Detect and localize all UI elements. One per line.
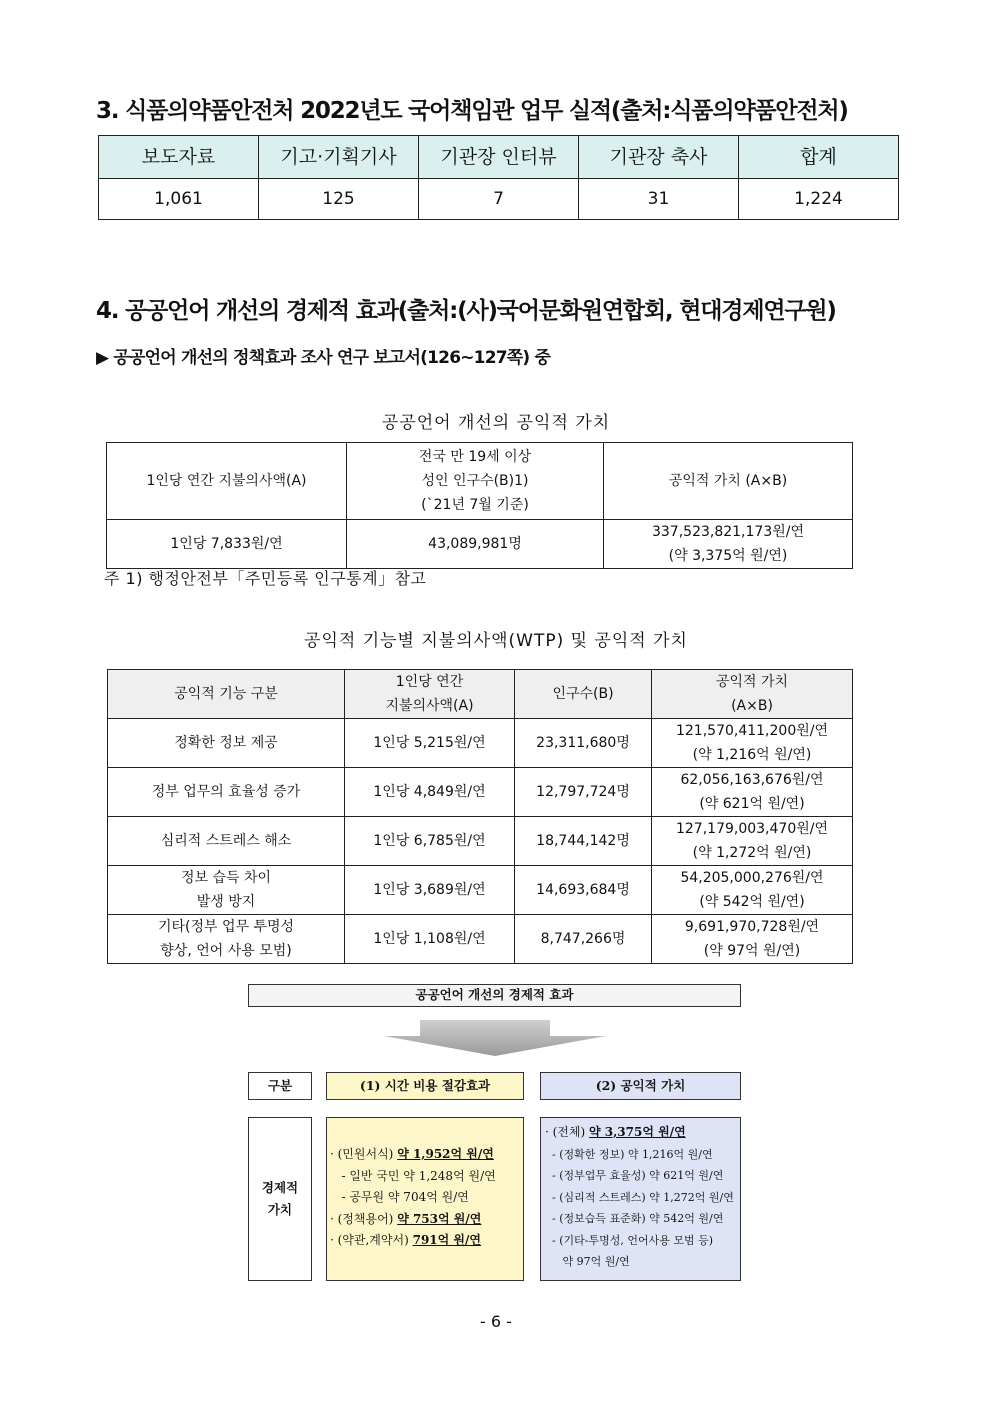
value-cell: 43,089,981명 — [347, 520, 604, 569]
population-cell: 23,311,680명 — [515, 719, 652, 768]
value-cell: 125 — [259, 179, 419, 220]
value-line: (약 3,375억 원/연) — [668, 548, 788, 564]
value-cell: 1,061 — [99, 179, 259, 220]
table-row — [108, 768, 853, 817]
header-cell: 공익적 기능 구분 — [108, 670, 345, 719]
list-item: · (전체) 약 3,375억 원/연 — [545, 1125, 686, 1139]
category-header: 구분 — [248, 1072, 312, 1100]
header-line: (`21년 7월 기준) — [421, 497, 529, 513]
function-wtp-table — [107, 669, 853, 964]
list-item: · (민원서식) 약 1,952억 원/연 — [330, 1147, 494, 1161]
function-cell: 정부 업무의 효율성 증가 — [108, 768, 345, 817]
value-line: (약 1,216억 원/연) — [692, 747, 812, 763]
time-cost-box — [326, 1117, 524, 1281]
section3-table — [98, 135, 899, 220]
value-line: 127,179,003,470원/연 — [675, 821, 828, 837]
function-cell: 심리적 스트레스 해소 — [108, 817, 345, 866]
value-line: 62,056,163,676원/연 — [680, 772, 824, 788]
header-line: 1인당 연간 — [395, 674, 464, 690]
value-line: (약 621억 원/연) — [699, 796, 805, 812]
row-label-line: 경제적 — [261, 1180, 299, 1195]
header-cell: 기관장 인터뷰 — [419, 136, 579, 179]
wtp-cell: 1인당 4,849원/연 — [345, 768, 515, 817]
row-label-line: 가치 — [267, 1202, 293, 1217]
list-item: - (정확한 정보) 약 1,216억 원/연 — [545, 1147, 713, 1161]
value-line: (약 97억 원/연) — [703, 943, 801, 959]
wtp-cell: 1인당 6,785원/연 — [345, 817, 515, 866]
list-item: - 공무원 약 704억 원/연 — [330, 1190, 469, 1204]
value-line: 9,691,970,728원/연 — [684, 919, 820, 935]
value-line: 54,205,000,276원/연 — [680, 870, 824, 886]
time-cost-header: (1) 시간 비용 절감효과 — [326, 1072, 524, 1100]
value-line: 121,570,411,200원/연 — [675, 723, 828, 739]
section4-subtitle: ▶ 공공언어 개선의 정책효과 조사 연구 보고서(126~127쪽) 중 — [96, 348, 551, 368]
public-value-box — [540, 1117, 741, 1281]
list-item: - (심리적 스트레스) 약 1,272억 원/연 — [545, 1190, 734, 1204]
header-cell: 1인당 연간 지불의사액(A) — [107, 443, 347, 520]
value-cell — [604, 520, 853, 569]
value-cell: 1,224 — [739, 179, 899, 220]
population-cell: 8,747,266명 — [515, 915, 652, 964]
header-cell: 인구수(B) — [515, 670, 652, 719]
table-row — [108, 866, 853, 915]
header-cell: 기고·기획기사 — [259, 136, 419, 179]
table2-note: 주 1) 행정안전부「주민등록 인구통계」참고 — [104, 569, 427, 588]
population-cell: 12,797,724명 — [515, 768, 652, 817]
section4-title: 4. 공공언어 개선의 경제적 효과(출처:(사)국어문화원연합회, 현대경제연구원) — [96, 298, 836, 324]
value-cell: 1인당 7,833원/연 — [107, 520, 347, 569]
function-line: 발생 방지 — [196, 894, 256, 910]
value-cell — [652, 866, 853, 915]
function-line: 기타(정부 업무 투명성 — [157, 919, 295, 935]
value-cell — [652, 719, 853, 768]
value-line: (약 1,272억 원/연) — [692, 845, 812, 861]
function-cell — [108, 915, 345, 964]
public-value-header: (2) 공익적 가치 — [540, 1072, 741, 1100]
down-arrow-icon — [380, 1018, 610, 1058]
header-cell: 합계 — [739, 136, 899, 179]
value-cell — [652, 915, 853, 964]
header-line: (A×B) — [731, 698, 773, 714]
value-cell — [652, 817, 853, 866]
table-row — [108, 915, 853, 964]
function-line: 정보 습득 차이 — [180, 870, 272, 886]
value-cell: 7 — [419, 179, 579, 220]
header-cell: 보도자료 — [99, 136, 259, 179]
list-item: - (정보습득 표준화) 약 542억 원/연 — [545, 1212, 724, 1225]
table3-caption: 공익적 기능별 지불의사액(WTP) 및 공익적 가치 — [304, 631, 688, 651]
wtp-cell: 1인당 1,108원/연 — [345, 915, 515, 964]
list-item: · (정책용어) 약 753억 원/연 — [330, 1211, 482, 1226]
header-line: 지불의사액(A) — [385, 698, 474, 714]
function-cell — [108, 866, 345, 915]
list-item: - (정부업무 효율성) 약 621억 원/연 — [545, 1169, 724, 1182]
list-item: - (기타-투명성, 언어사용 모범 등) — [545, 1233, 714, 1247]
header-cell — [652, 670, 853, 719]
header-cell: 기관장 축사 — [579, 136, 739, 179]
header-cell — [347, 443, 604, 520]
page-number: - 6 - — [480, 1312, 512, 1331]
header-line: 성인 인구수(B)1) — [421, 473, 529, 489]
list-item: - 일반 국민 약 1,248억 원/연 — [330, 1168, 496, 1183]
table2-caption: 공공언어 개선의 공익적 가치 — [381, 413, 611, 433]
value-cell: 31 — [579, 179, 739, 220]
population-cell: 14,693,684명 — [515, 866, 652, 915]
table-row — [108, 719, 853, 768]
wtp-cell: 1인당 3,689원/연 — [345, 866, 515, 915]
header-cell — [345, 670, 515, 719]
function-cell: 정확한 정보 제공 — [108, 719, 345, 768]
list-item: · (약관,계약서) 791억 원/연 — [330, 1233, 481, 1247]
header-cell: 공익적 가치 (A×B) — [604, 443, 853, 520]
table-row — [108, 817, 853, 866]
header-line: 공익적 가치 — [715, 674, 789, 690]
diagram-title: 공공언어 개선의 경제적 효과 — [248, 984, 741, 1007]
economic-value-label — [248, 1117, 312, 1281]
wtp-cell: 1인당 5,215원/연 — [345, 719, 515, 768]
value-line: (약 542억 원/연) — [699, 894, 805, 910]
value-cell — [652, 768, 853, 817]
list-item: 약 97억 원/연 — [545, 1255, 630, 1268]
header-line: 전국 만 19세 이상 — [418, 449, 532, 465]
public-value-table — [106, 442, 853, 569]
section3-title: 3. 식품의약품안전처 2022년도 국어책임관 업무 실적(출처:식품의약품안전처) — [96, 98, 848, 124]
function-line: 향상, 언어 사용 모범) — [160, 943, 292, 959]
population-cell: 18,744,142명 — [515, 817, 652, 866]
value-line: 337,523,821,173원/연 — [651, 524, 804, 540]
